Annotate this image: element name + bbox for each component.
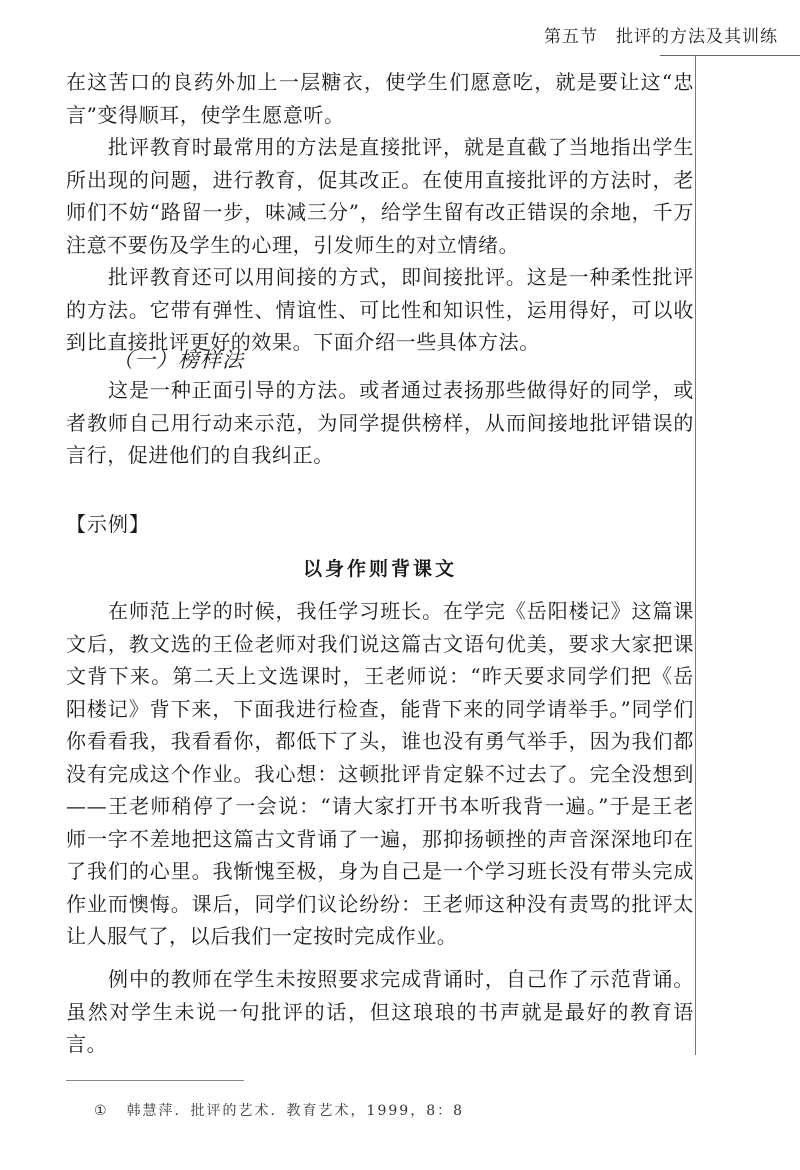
section-heading-role-model: （一）榜样法 — [112, 348, 244, 372]
paragraph-indirect-criticism: 批评教育还可以用间接的方式，即间接批评。这是一种柔性批评的方法。它带有弹性、情谊性、可比性和知识性，运用得好，可以收到比直接批评更好的效果。下面介绍一些具体方法。 — [66, 265, 694, 354]
paragraph-direct-criticism: 批评教育时最常用的方法是直接批评，就是直截了当地指出学生所出现的问题，进行教育，促其改正。在使用直接批评的方法时，老师们不妨“路留一步，味减三分”，给学生留有改正错误的余地，千万注意不要伤及学生的心理，引发师生的对立情绪。 — [66, 135, 694, 257]
header-rule — [660, 55, 800, 56]
footnote-rule — [66, 1080, 244, 1081]
margin-rule — [695, 55, 696, 1055]
story-text: 在师范上学的时候，我任学习班长。在学完《岳阳楼记》这篇课文后，教文选的王俭老师对我们说这篇古文语句优美，要求大家把课文背下来。第二天上文选课时，王老师说：“昨天要求同学们把《岳阳楼记》背下来，下面我进行检查，能背下来的同学请举手。”同学们你看看我，我看看你，都低下了头，谁也没有勇气举手，因为我们都没有完成这个作业。我心想：这顿批评肯定躲不过去了。完全没想到——王老师稍停了一会说：“请大家打开书本听我背一遍。”于是王老师一字不差地把这篇古文背诵了一遍，那抑扬顿挫的声音深深地印在了我们的心里。我惭愧至极，身为自己是一个学习班长没有带头完成作业而懊悔。课后，同学们议论纷纷：王老师这种没有责骂的批评太让人服气了，以后我们一定按时完成作业。 — [66, 599, 694, 948]
running-header: 第五节 批评的方法及其训练 — [544, 27, 778, 47]
footnote-text: 韩慧萍．批评的艺术．教育艺术，1999，8：8 — [126, 1103, 465, 1119]
footnote-mark: ① — [94, 1103, 109, 1119]
story-title: 以身作则背课文 — [302, 558, 457, 580]
paragraph-continuation: 在这苦口的良药外加上一层糖衣，使学生们愿意吃，就是要让这“忠言”变得顺耳，使学生愿意听。 — [66, 70, 694, 127]
example-label: 【示例】 — [66, 512, 150, 536]
paragraph-analysis: 例中的教师在学生未按照要求完成背诵时，自己作了示范背诵。虽然对学生未说一句批评的话，但这琅琅的书声就是最好的教育语言。 — [66, 967, 694, 1056]
paragraph-role-model-method: 这是一种正面引导的方法。或者通过表扬那些做得好的同学，或者教师自己用行动来示范，为同学提供榜样，从而间接地批评错误的言行，促进他们的自我纠正。 — [66, 378, 694, 467]
footnote — [94, 1100, 464, 1120]
